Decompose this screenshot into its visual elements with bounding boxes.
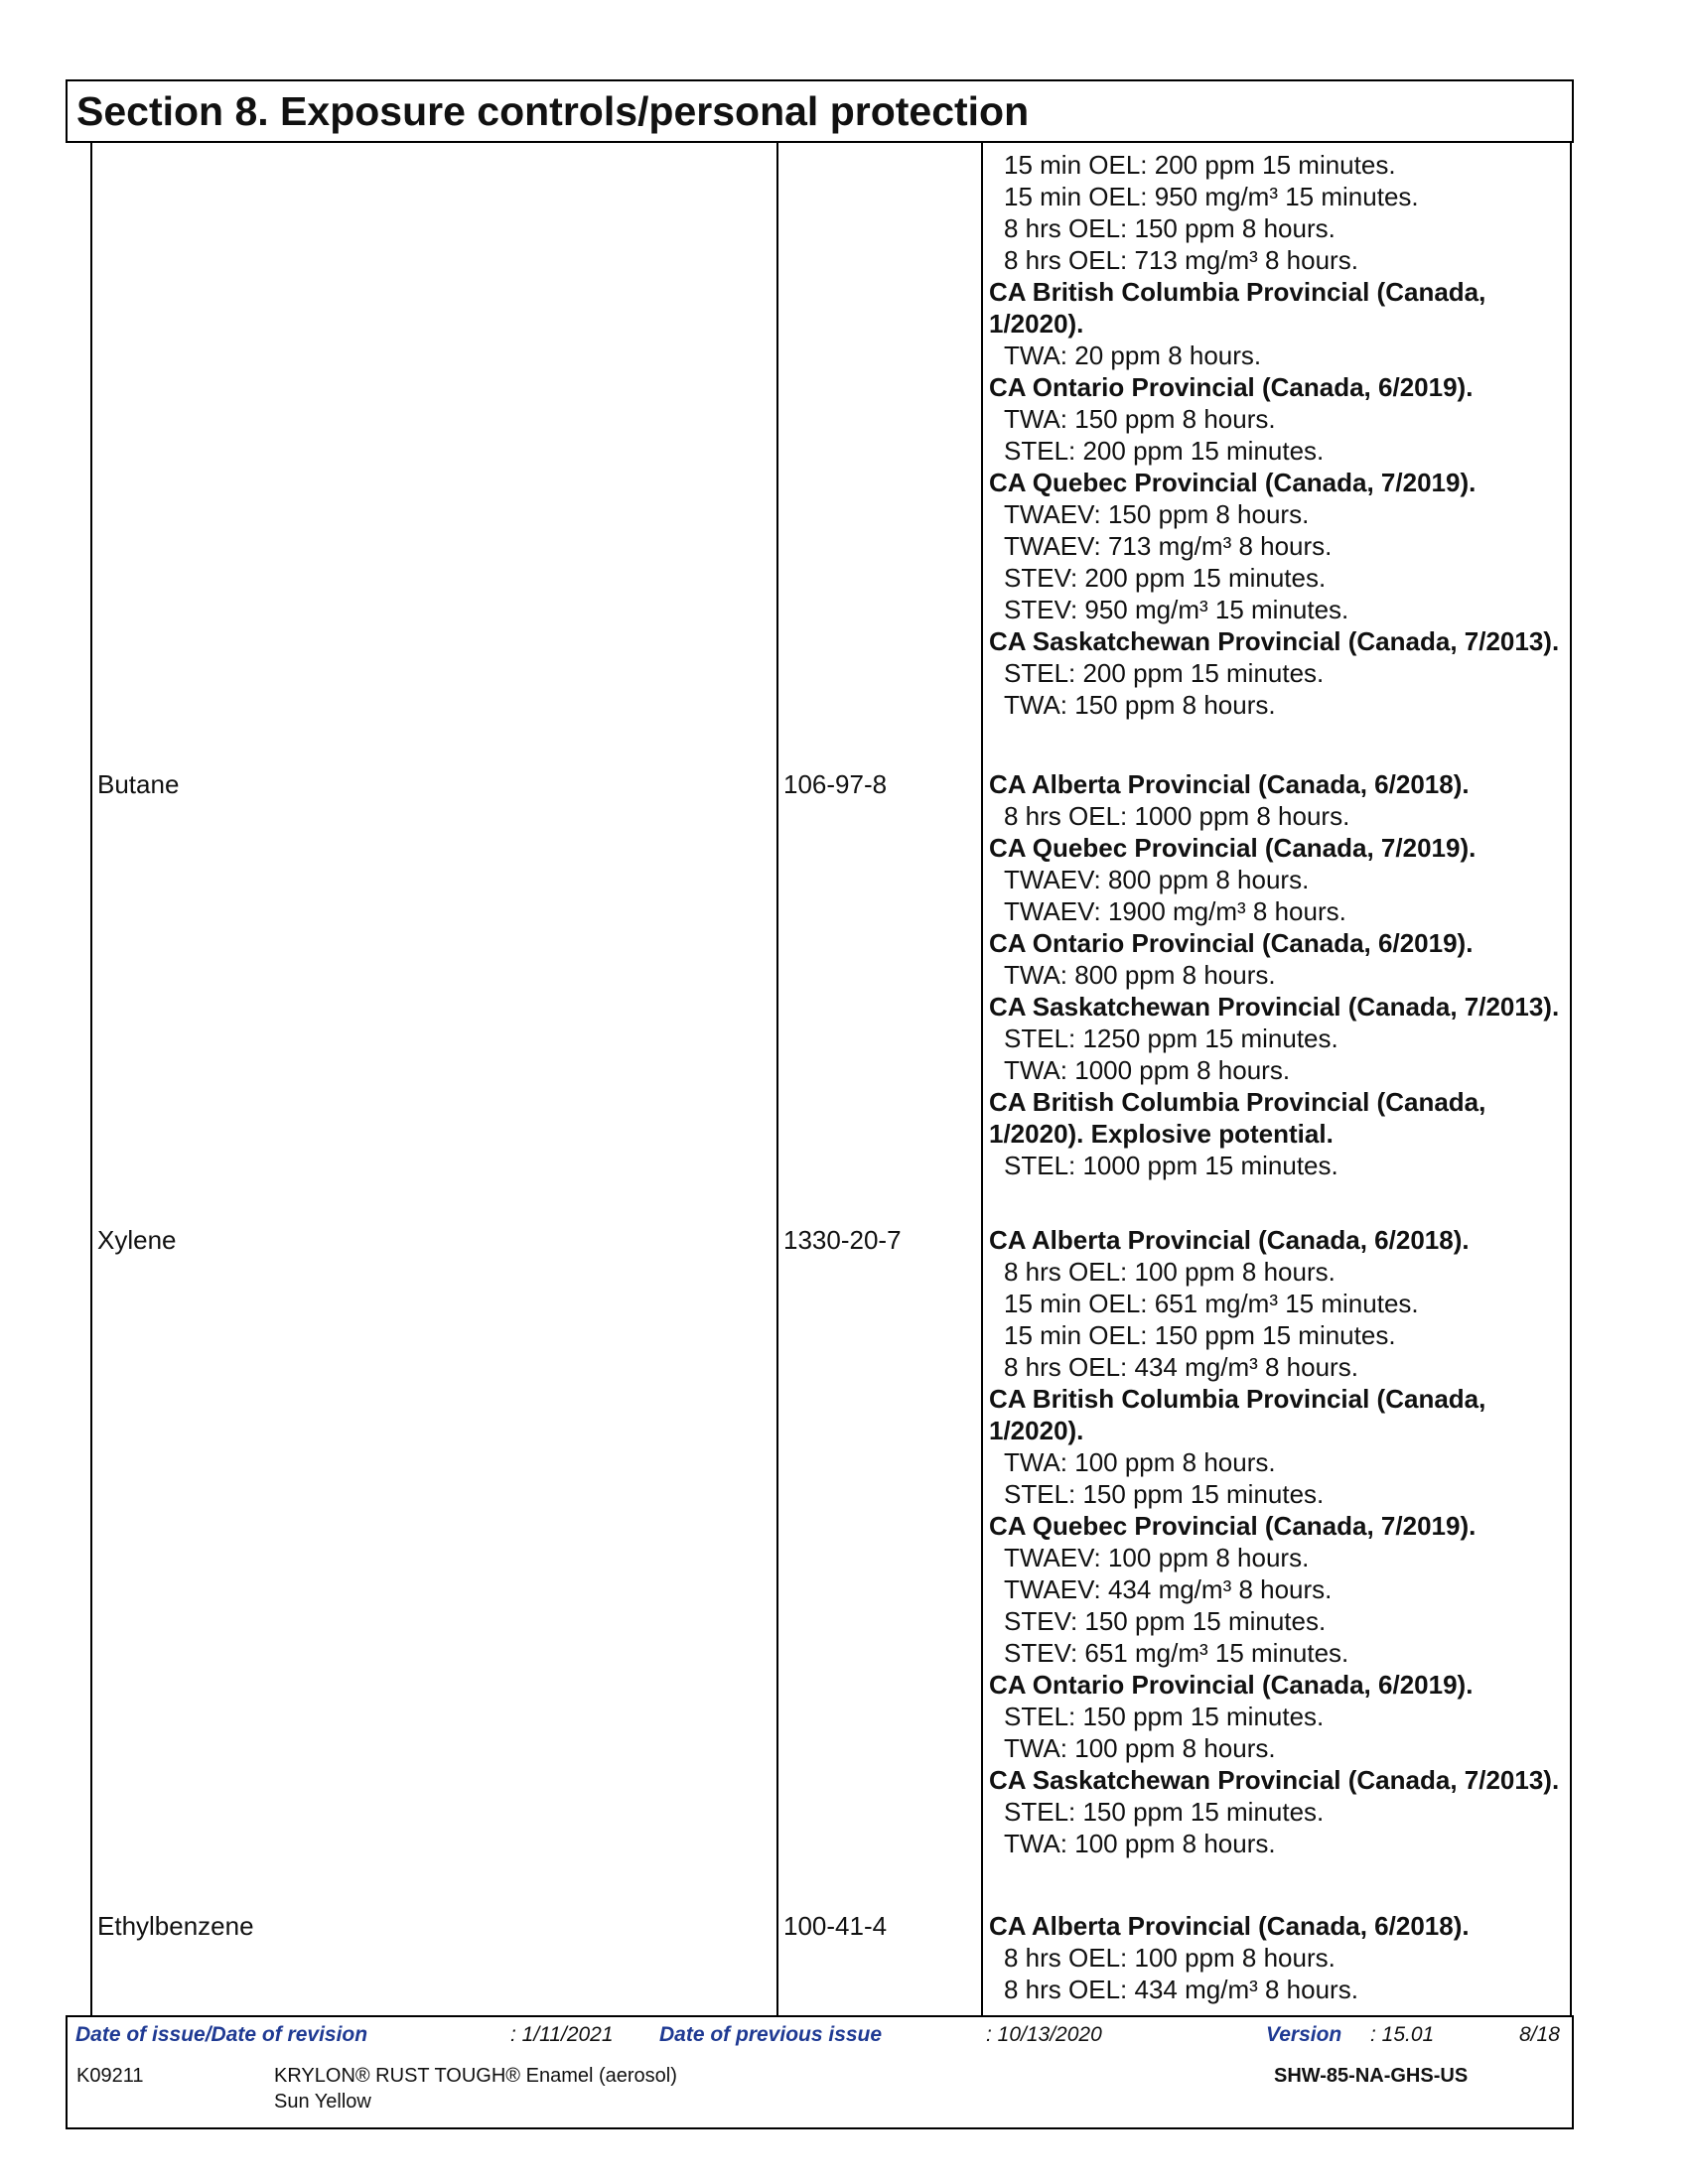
ingredient-name: Xylene	[97, 1225, 177, 1255]
regulation-authority: CA British Columbia Provincial (Canada, 1/2020).	[989, 1384, 1486, 1445]
limit-value: STEL: 200 ppm 15 minutes.	[1004, 436, 1325, 466]
regulation-authority: CA Saskatchewan Provincial (Canada, 7/2013).	[989, 1765, 1560, 1795]
product-color: Sun Yellow	[274, 2091, 371, 2113]
date-of-issue-label: Date of issue/Date of revision	[75, 2023, 368, 2046]
limit-value: TWA: 100 ppm 8 hours.	[1004, 1447, 1276, 1477]
limit-value: 8 hrs OEL: 434 mg/m³ 8 hours.	[1004, 1975, 1358, 2004]
limit-value: 8 hrs OEL: 1000 ppm 8 hours.	[1004, 801, 1350, 831]
limit-value: STEL: 150 ppm 15 minutes.	[1004, 1702, 1325, 1731]
limit-value: STEV: 150 ppm 15 minutes.	[1004, 1606, 1327, 1636]
cas-number: 106-97-8	[783, 769, 888, 799]
regulation-authority: CA Saskatchewan Provincial (Canada, 7/2013).	[989, 626, 1560, 656]
version-label: Version	[1266, 2023, 1342, 2046]
limit-value: 8 hrs OEL: 100 ppm 8 hours.	[1004, 1257, 1336, 1287]
limit-value: TWA: 20 ppm 8 hours.	[1004, 341, 1262, 370]
limit-value: 8 hrs OEL: 713 mg/m³ 8 hours.	[1004, 245, 1358, 275]
limit-value: TWA: 150 ppm 8 hours.	[1004, 690, 1276, 720]
date-of-issue-value: : 1/11/2021	[510, 2023, 614, 2046]
regulation-authority: CA Quebec Provincial (Canada, 7/2019).	[989, 468, 1477, 497]
limit-value: TWAEV: 434 mg/m³ 8 hours.	[1004, 1574, 1333, 1604]
limit-value: TWA: 100 ppm 8 hours.	[1004, 1733, 1276, 1763]
limit-value: 8 hrs OEL: 100 ppm 8 hours.	[1004, 1943, 1336, 1973]
page-number: 8/18	[1519, 2023, 1560, 2046]
product-name: KRYLON® RUST TOUGH® Enamel (aerosol)	[274, 2065, 677, 2087]
limit-value: STEV: 651 mg/m³ 15 minutes.	[1004, 1638, 1349, 1668]
limit-value: TWAEV: 150 ppm 8 hours.	[1004, 499, 1310, 529]
limit-value: 15 min OEL: 651 mg/m³ 15 minutes.	[1004, 1289, 1419, 1318]
regulation-authority: CA British Columbia Provincial (Canada, 1/2020). Explosive potential.	[989, 1087, 1486, 1149]
section-title: Section 8. Exposure controls/personal protection	[76, 88, 1030, 134]
limit-value: TWAEV: 800 ppm 8 hours.	[1004, 865, 1310, 894]
limit-value: STEV: 950 mg/m³ 15 minutes.	[1004, 595, 1349, 624]
limit-value: TWAEV: 713 mg/m³ 8 hours.	[1004, 531, 1333, 561]
limit-value: TWA: 800 ppm 8 hours.	[1004, 960, 1276, 990]
regulation-authority: CA Alberta Provincial (Canada, 6/2018).	[989, 769, 1470, 799]
limit-value: STEL: 1000 ppm 15 minutes.	[1004, 1151, 1338, 1180]
exposure-limits	[989, 1910, 1565, 2005]
limit-value: STEL: 1250 ppm 15 minutes.	[1004, 1024, 1338, 1053]
limit-value: 8 hrs OEL: 434 mg/m³ 8 hours.	[1004, 1352, 1358, 1382]
limit-value: TWA: 1000 ppm 8 hours.	[1004, 1055, 1291, 1085]
limit-value: 15 min OEL: 150 ppm 15 minutes.	[1004, 1320, 1396, 1350]
cas-number: 100-41-4	[783, 1911, 888, 1941]
limit-value: STEV: 200 ppm 15 minutes.	[1004, 563, 1327, 593]
regulation-authority: CA Quebec Provincial (Canada, 7/2019).	[989, 1511, 1477, 1541]
limit-value: STEL: 200 ppm 15 minutes.	[1004, 658, 1325, 688]
regulation-authority: CA Saskatchewan Provincial (Canada, 7/2013).	[989, 992, 1560, 1022]
regulation-authority: CA Ontario Provincial (Canada, 6/2019).	[989, 372, 1474, 402]
limit-value: TWAEV: 100 ppm 8 hours.	[1004, 1543, 1310, 1572]
limit-value: 15 min OEL: 200 ppm 15 minutes.	[1004, 150, 1396, 180]
ingredient-name: Butane	[97, 769, 180, 799]
limit-value: 8 hrs OEL: 150 ppm 8 hours.	[1004, 213, 1336, 243]
ingredient-name: Ethylbenzene	[97, 1911, 254, 1941]
regulation-authority: CA British Columbia Provincial (Canada, 1/2020).	[989, 277, 1486, 339]
limit-value: 15 min OEL: 950 mg/m³ 15 minutes.	[1004, 182, 1419, 211]
exposure-limits	[989, 1224, 1565, 1859]
continued-limits	[989, 149, 1565, 721]
limit-value: TWA: 100 ppm 8 hours.	[1004, 1829, 1276, 1858]
exposure-limits	[989, 768, 1565, 1181]
limit-value: TWAEV: 1900 mg/m³ 8 hours.	[1004, 896, 1346, 926]
regulation-authority: CA Ontario Provincial (Canada, 6/2019).	[989, 928, 1474, 958]
limit-value: STEL: 150 ppm 15 minutes.	[1004, 1797, 1325, 1827]
limit-value: STEL: 150 ppm 15 minutes.	[1004, 1479, 1325, 1509]
format-code: SHW-85-NA-GHS-US	[1274, 2065, 1469, 2087]
regulation-authority: CA Alberta Provincial (Canada, 6/2018).	[989, 1225, 1470, 1255]
regulation-authority: CA Alberta Provincial (Canada, 6/2018).	[989, 1911, 1470, 1941]
version-value: : 15.01	[1370, 2023, 1435, 2046]
page-footer	[66, 2015, 1574, 2129]
regulation-authority: CA Ontario Provincial (Canada, 6/2019).	[989, 1670, 1474, 1700]
date-of-previous-issue-label: Date of previous issue	[659, 2023, 883, 2046]
limit-value: TWA: 150 ppm 8 hours.	[1004, 404, 1276, 434]
cas-number: 1330-20-7	[783, 1225, 902, 1255]
date-of-previous-issue-value: : 10/13/2020	[986, 2023, 1102, 2046]
regulation-authority: CA Quebec Provincial (Canada, 7/2019).	[989, 833, 1477, 863]
product-code: K09211	[76, 2065, 144, 2087]
